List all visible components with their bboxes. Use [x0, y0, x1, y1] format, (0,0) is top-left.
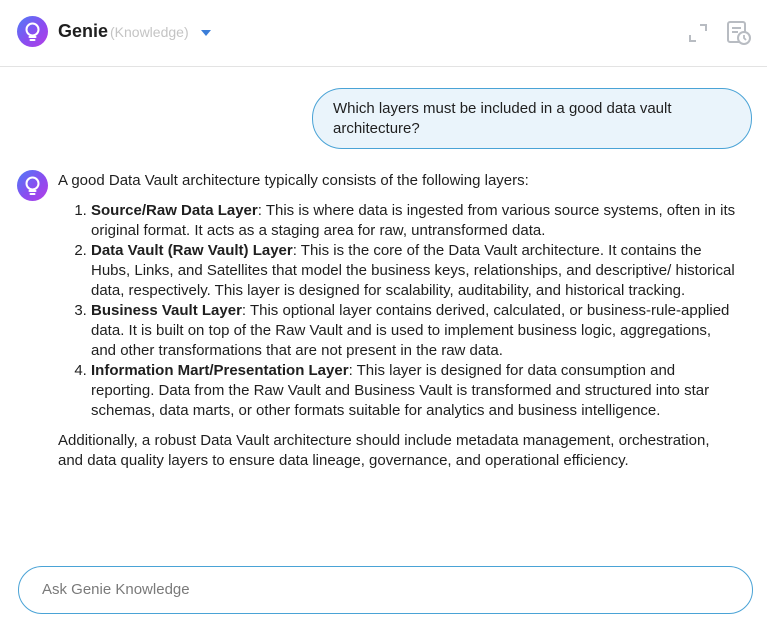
list-item [91, 301, 738, 361]
list-item-title: Information Mart/Presentation Layer [91, 362, 349, 379]
list-item-text: : This is the core of the Data Vault architecture. It contains the Hubs, Links, and Satellites that model the business keys, relationships, and descriptive/ historical data, respectively. This layer is designed for scalability, auditability, and historical tracking. [91, 242, 735, 299]
list-item-text: : This layer is designed for data consumption and reporting. Data from the Raw Vault and Business Vault is transformed and structured into star schemas, data marts, or other formats suitable for analytics and business intelligence. [91, 362, 710, 419]
user-message-text: Which layers must be included in a good data vault architecture? [333, 100, 672, 137]
chat-input[interactable] [18, 566, 753, 614]
list-item-text: : This is where data is ingested from various source systems, often in its original format. It acts as a staging area for raw, untransformed data. [91, 202, 736, 239]
list-item-text: : This optional layer contains derived, calculated, or business-rule-applied data. It is built on top of the Raw Vault and is used to implement business logic, aggregations, and other transformations that are not present in the raw data. [91, 302, 730, 359]
chevron-down-icon[interactable] [201, 30, 211, 36]
header-bar [0, 0, 767, 67]
expand-icon[interactable] [688, 23, 708, 43]
assistant-answer [58, 171, 738, 471]
list-item-title: Business Vault Layer [91, 302, 242, 319]
history-icon[interactable] [725, 19, 753, 47]
list-item-title: Source/Raw Data Layer [91, 202, 258, 219]
answer-conclusion: Additionally, a robust Data Vault architecture should include metadata management, orchestration, and data quality layers to ensure data lineage, governance, and operational efficiency. [58, 432, 710, 469]
layers-list [58, 201, 738, 421]
answer-intro: A good Data Vault architecture typically consists of the following layers: [58, 172, 529, 189]
user-message-bubble [312, 88, 752, 149]
app-mode-selector[interactable]: (Knowledge) [110, 24, 189, 40]
list-item [91, 361, 738, 421]
list-item-title: Data Vault (Raw Vault) Layer [91, 242, 293, 259]
genie-avatar [17, 170, 48, 201]
list-item [91, 201, 738, 241]
list-item [91, 241, 738, 301]
lightbulb-icon [17, 16, 48, 47]
chat-input-placeholder: Ask Genie Knowledge [42, 581, 190, 598]
lightbulb-icon [17, 170, 48, 201]
genie-logo [17, 16, 48, 47]
app-title: Genie [58, 21, 109, 41]
